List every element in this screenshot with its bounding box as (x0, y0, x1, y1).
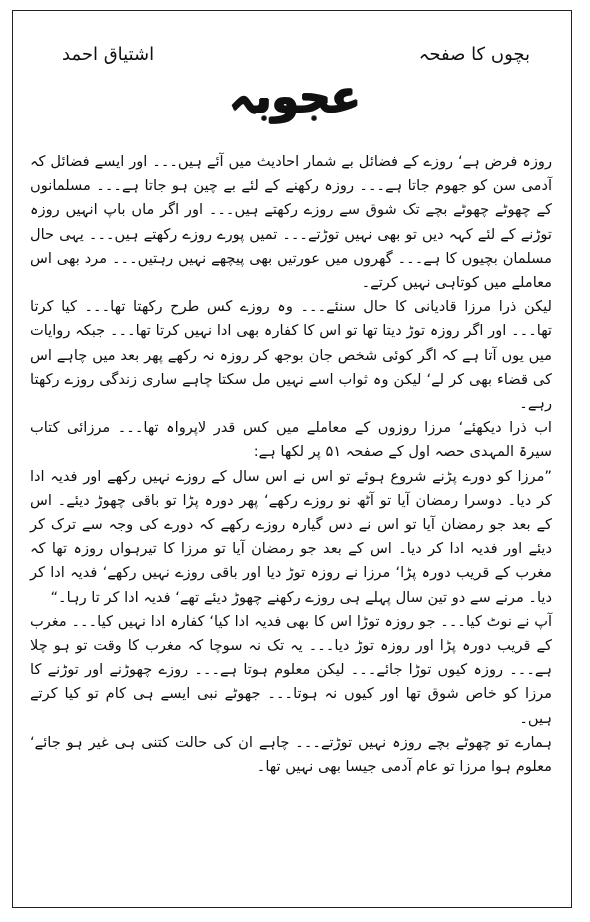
paragraph-3: اب ذرا دیکھئے‘ مرزا روزوں کے معاملے میں کس قدر لاپرواہ تھا۔۔۔ مرزائی کتاب سیرۃ المہدی حصہ اول کے صفحہ ۵۱ پر لکھا ہے: (30, 419, 552, 461)
article-title: عجوبہ (229, 72, 361, 123)
paragraph-4-quote: ”مرزا کو دورے پڑنے شروع ہوئے تو اس نے اس سال کے روزے نہیں رکھے اور فدیہ ادا کر دیا۔ دوسرا رمضان آیا تو آٹھ نو روزے رکھے‘ پھر دورہ پڑا تو باقی چھوڑ دیئے۔ اس کے بعد جو رمضان آیا تو اس نے دس گیارہ روزے رکھے کہ دورے کی وجہ سے ترک کر دیئے اور فدیہ ادا کر دیا۔ اس کے بعد جو رمضان آیا تو مرزا کا تیرہواں روزہ تھا کہ مغرب کے قریب دورہ پڑا‘ مرزا نے روزہ توڑ دیا اور باقی روزے نہیں رکھے‘ فدیہ ادا کر دیا۔ مرنے سے دو تین سال پہلے ہی روزے رکھنے چھوڑ دیئے تھے‘ فدیہ ادا کر تا رہا۔“ (30, 467, 552, 606)
paragraph-2: لیکن ذرا مرزا قادیانی کا حال سنئے۔۔۔ وہ روزے کس طرح رکھتا تھا۔۔۔ کیا کرتا تھا۔۔۔ اور اگر روزہ توڑ دیتا تھا تو اس کا کفارہ بھی ادا نہیں کرتا تھا۔۔۔ جبکہ روایات میں یوں آتا ہے کہ اگر کوئی شخص جان بوجھ کر روزہ نہ رکھے پھر بعد میں چاہے اس کی قضاء بھی کر لے‘ لیکن وہ ثواب اسے نہیں مل سکتا چاہے ساری زندگی روزے رکھتا رہے۔ (30, 298, 552, 413)
paragraph-6: ہمارے تو چھوٹے بچے روزہ نہیں توڑتے۔۔۔ چاہے ان کی حالت کتنی ہی غیر ہو جائے‘ معلوم ہوا مرزا تو عام آدمی جیسا بھی نہیں تھا۔ (30, 733, 552, 776)
section-label: بچوں کا صفحہ (418, 44, 530, 65)
author-name: اشتیاق احمد (62, 44, 155, 65)
paragraph-5: آپ نے نوٹ کیا۔۔۔ جو روزہ توڑا اس کا بھی فدیہ ادا کیا‘ کفارہ ادا نہیں کیا۔۔۔ مغرب کے قریب دورہ پڑا اور روزہ توڑ دیا۔۔۔ یہ تک نہ سوچا کہ مغرب کا وقت تو ہو چلا ہے۔۔۔ روزہ کیوں توڑا جائے۔۔۔ لیکن معلوم ہوتا ہے۔۔۔ روزے چھوڑنے اور توڑنے کا مرزا کو خاص شوق تھا اور کیوں نہ ہوتا۔۔۔ جھوٹے نبی ایسے ہی کام تو کیا کرتے ہیں۔ (30, 612, 552, 727)
article-body (30, 150, 552, 779)
paragraph-1: روزہ فرض ہے‘ روزے کے فضائل بے شمار احادیث میں آئے ہیں۔۔۔ اور ایسے فضائل کہ آدمی سن کو جھوم جاتا ہے۔۔۔ روزہ رکھنے کے لئے بے چین ہو جاتا ہے۔۔۔ مسلمانوں کے چھوٹے چھوٹے بچے تک شوق سے روزے رکھتے ہیں۔۔۔ اور اگر ماں باپ انہیں روزہ توڑنے کے لئے کہہ دیں تو بھی نہیں توڑتے۔۔۔ تمیں پورے روزے رکھتے ہیں۔۔۔ یہی حال مسلمان بچیوں کا ہے۔۔۔ گھروں میں عورتیں بھی پیچھے نہیں رہتیں۔۔۔ مرد بھی اس معاملے میں کوتاہی نہیں کرتے۔ (30, 153, 552, 292)
